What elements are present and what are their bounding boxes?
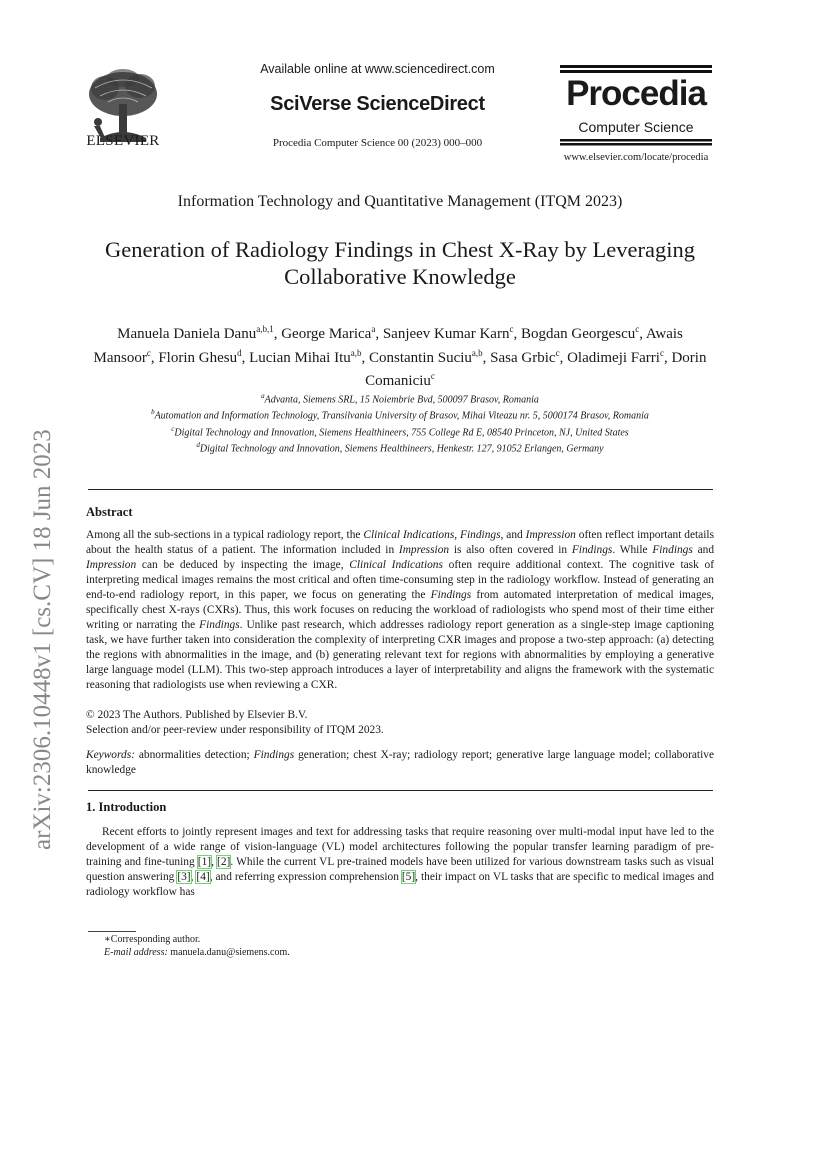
author: [281, 326, 375, 342]
abstract-body: [86, 528, 714, 693]
author-list: Manuela Daniela Danu$^{a,b,1}$, George Marica$^a$, Sanjeev Kumar Karn$^c$, Bogdan Georgescu$^c$, Awais Mansoor$^c$, Florin Ghesu$^d$, Lucian Mihai Itu$^{a,b}$, Constantin Suciu$^{a,b}$, Sasa Grbic$^c$, Oladimeji Farri$^c$, Dorin Comaniciu$^c$: [93, 324, 707, 389]
keywords-segment: abnormalities detection;: [134, 749, 254, 761]
keywords-label: Keywords:: [86, 749, 135, 761]
keywords-line: [86, 748, 714, 778]
email-footnote: [104, 947, 290, 958]
author: [158, 347, 242, 366]
peer-review-line: Selection and/or peer-review under responsibility of ITQM 2023.: [86, 724, 384, 736]
author-affiliation-mark: a,b: [350, 347, 362, 358]
affiliation-mark: b: [151, 408, 155, 417]
author: [249, 347, 362, 366]
abstract-segment: Clinical Indications: [349, 559, 443, 571]
affiliation: [90, 439, 710, 455]
author-affiliation-mark: a,b: [471, 347, 483, 358]
keywords-segment: generation; chest X-ray; radiology report; generative large language model; collaborative knowledge: [86, 749, 715, 776]
author-name: George Marica: [281, 326, 372, 342]
arxiv-identifier-stamp: [0, 340, 80, 860]
author-name: Florin Ghesu: [158, 349, 238, 366]
sciverse-sciencedirect-logo: SciVerse ScienceDirect: [270, 93, 485, 115]
abstract-segment: , and: [500, 529, 526, 541]
introduction-heading: 1. Introduction: [86, 800, 167, 814]
author-name: Constantin Suciu: [368, 349, 472, 366]
intro-segment: ,: [190, 871, 197, 883]
affiliation-list: [90, 390, 710, 455]
abstract-segment: Findings: [199, 619, 240, 631]
author-name: Oladimeji Farri: [567, 349, 660, 366]
procedia-top-rules: [560, 65, 712, 74]
author-affiliation-mark: c: [430, 371, 435, 381]
intro-segment: . While the current VL pre-trained models have been utilized for various downstream tasks such as visual question answering: [86, 856, 715, 883]
citation-link[interactable]: [4]: [196, 871, 210, 883]
available-online-line: Available online at www.sciencedirect.com: [260, 62, 495, 76]
abstract-segment: Impression: [398, 544, 450, 556]
corresponding-author-footnote: ∗Corresponding author.: [104, 934, 201, 945]
author-name: Sanjeev Kumar Karn: [382, 326, 510, 342]
abstract-segment: Findings: [460, 529, 501, 541]
author: [521, 326, 639, 342]
affiliation-text: Advanta, Siemens SRL, 15 Noiembrie Bvd, 500097 Brasov, Romania: [264, 394, 539, 406]
intro-segment: , their impact on VL tasks that are specific to medical images and radiology workflow has: [86, 871, 714, 898]
abstract-segment: . While: [612, 544, 653, 556]
procedia-bottom-rules: [560, 139, 712, 146]
abstract-segment: often reflect important details about the health status of a patient. The information included in: [86, 529, 714, 556]
affiliation-text: Digital Technology and Innovation, Siemens Healthineers, Henkestr. 127, 91052 Erlangen, Germany: [199, 443, 604, 455]
abstract-segment: Findings: [571, 544, 613, 556]
author-affiliation-mark: a,b,1: [256, 324, 274, 334]
abstract-segment: ,: [454, 529, 461, 541]
intro-segment: ,: [211, 856, 218, 868]
author: [383, 326, 514, 342]
journal-citation-line: Procedia Computer Science 00 (2023) 000–000: [272, 137, 483, 149]
author-name: Manuela Daniela Danu: [117, 326, 257, 342]
copyright-line: © 2023 The Authors. Published by Elsevier B.V.: [86, 709, 308, 721]
abstract-segment: and: [692, 544, 715, 556]
author: [567, 347, 664, 366]
citation-link[interactable]: [3]: [177, 871, 191, 883]
abstract-segment: from automated interpretation of medical images, specifically chest X-rays (CXRs). Thus, this work focuses on reducing the workload of radiologists who spend most of their time either writing or narrating the: [86, 589, 715, 631]
keywords-segment: Findings: [253, 749, 295, 761]
citation-link[interactable]: [1]: [197, 856, 212, 868]
author-affiliation-mark: c: [146, 347, 151, 358]
author-affiliation-mark: c: [555, 347, 560, 358]
abstract-segment: Findings: [652, 544, 693, 556]
affiliation-mark: c: [171, 424, 175, 433]
intro-segment: , and referring expression comprehension: [209, 871, 402, 883]
author-name: Dorin Comaniciu: [365, 349, 707, 389]
paper-title: [80, 236, 720, 290]
citation-link[interactable]: [5]: [401, 871, 416, 883]
author: [368, 347, 483, 366]
introduction-body: [86, 825, 714, 900]
author: [117, 326, 274, 342]
author-name: Sasa Grbic: [490, 349, 556, 366]
conference-name: Information Technology and Quantitative Management (ITQM 2023): [177, 193, 623, 210]
procedia-url: www.elsevier.com/locate/procedia: [563, 152, 709, 163]
affiliation-mark: a: [261, 392, 265, 400]
email-label: E-mail address:: [104, 947, 168, 958]
arxiv-stamp-text: arXiv:2306.10448v1 [cs.CV] 18 Jun 2023: [29, 429, 56, 850]
affiliation-text: Automation and Information Technology, Transilvania University of Brasov, Mihai Viteazu nr. 5, 5000174 Brasov, Romania: [154, 410, 649, 422]
abstract-segment: often require additional context. The cognitive task of interpreting medical images remains the most critical and often time-consuming step in the radiology workflow. Instead of generating an end-to-end radiology report, in this paper, we focus on generating the: [86, 559, 715, 601]
paper-title-line-2: Collaborative Knowledge: [284, 264, 516, 289]
author: [490, 347, 560, 366]
abstract-top-rule: [88, 489, 713, 490]
author-name: Lucian Mihai Itu: [249, 349, 351, 366]
abstract-segment: can be deduced by inspecting the image,: [136, 559, 350, 571]
procedia-logo: Procedia: [566, 74, 706, 113]
author-affiliation-mark: d: [237, 347, 242, 358]
abstract-segment: Impression: [525, 529, 576, 541]
procedia-subtitle: Computer Science: [578, 119, 694, 135]
author-name: Awais Mansoor: [93, 326, 683, 366]
affiliation: [90, 406, 710, 422]
abstract-segment: Among all the sub-sections in a typical radiology report, the: [86, 529, 364, 541]
abstract-bottom-rule: [88, 790, 713, 791]
paper-title-line-1: Generation of Radiology Findings in Chest X-Ray by Leveraging: [105, 237, 695, 262]
abstract-heading: Abstract: [86, 505, 133, 519]
intro-segment: Recent efforts to jointly represent images and text for addressing tasks that require reasoning over multi-modal input have led to the development of a wide range of vision-language (VL) model architectures following the popular transfer learning paradigm of pre-training and fine-tuning: [86, 826, 714, 868]
affiliation-text: Digital Technology and Innovation, Siemens Healthineers, 755 College Rd E, 08540 Princeton, NJ, United States: [174, 426, 629, 438]
abstract-segment: Findings: [430, 589, 472, 601]
citation-link[interactable]: [2]: [217, 856, 231, 868]
affiliation-mark: d: [196, 440, 200, 449]
affiliation: [90, 423, 710, 439]
author-affiliation-mark: c: [635, 324, 640, 334]
abstract-segment: Clinical Indications: [363, 529, 455, 541]
affiliation: [90, 390, 710, 406]
author-name: Bogdan Georgescu: [520, 326, 636, 342]
abstract-segment: Impression: [86, 559, 137, 571]
author-affiliation-mark: a: [371, 324, 376, 334]
email-address: manuela.danu@siemens.com.: [167, 947, 290, 958]
author-affiliation-mark: c: [659, 347, 664, 358]
publisher-name: ELSEVIER: [86, 133, 160, 149]
keywords-content: [86, 749, 714, 776]
author-affiliation-mark: c: [509, 324, 514, 334]
abstract-segment: . Unlike past research, which addresses radiology report generation as a single-step image captioning task, we have further taken into consideration the complexity of interpreting CXR images and propose a two-step approach: (a) detecting the regions with abnormalities in the image, and (b) generating relevant text for regions with abnormalities by employing a generative large language model (LLM). This two-step approach introduces a layer of interpretability and aligns the framework with the systematic reasoning that radiologists use when reviewing a CXR.: [86, 619, 714, 691]
abstract-segment: is also often covered in: [449, 544, 572, 556]
footnote-rule: [88, 931, 136, 932]
